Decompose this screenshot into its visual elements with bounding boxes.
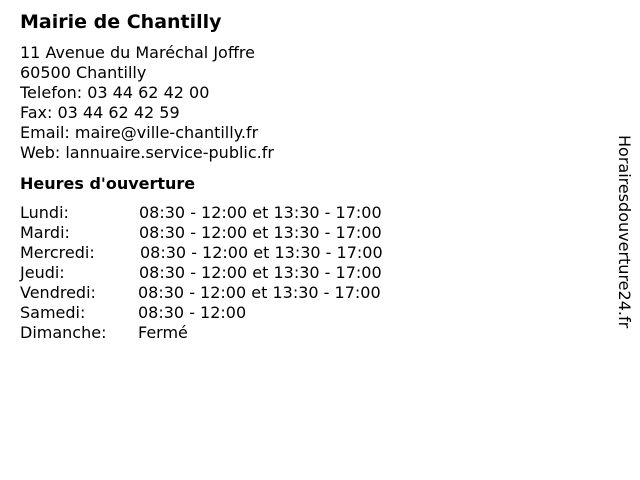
day-label: Vendredi: <box>20 283 96 302</box>
address-city: 60500 Chantilly <box>20 63 147 82</box>
hours-row-monday <box>20 203 580 223</box>
town-hall-card <box>20 10 580 343</box>
day-label: Dimanche: <box>20 323 107 342</box>
day-label: Jeudi: <box>20 263 65 282</box>
time-value: 08:30 - 12:00 et 13:30 - 17:00 <box>140 243 383 262</box>
time-value: 08:30 - 12:00 et 13:30 - 17:00 <box>138 283 381 302</box>
hours-row-saturday <box>20 303 580 323</box>
page-title: Mairie de Chantilly <box>20 11 222 33</box>
day-label: Mercredi: <box>20 243 95 262</box>
opening-hours-table <box>20 203 580 343</box>
time-value: Fermé <box>138 323 188 342</box>
time-value: 08:30 - 12:00 <box>138 303 247 322</box>
phone-line: Telefon: 03 44 62 42 00 <box>20 83 210 102</box>
fax-line: Fax: 03 44 62 42 59 <box>20 103 180 122</box>
opening-hours-heading: Heures d'ouverture <box>20 174 196 193</box>
hours-row-friday <box>20 283 580 303</box>
hours-row-thursday <box>20 263 580 283</box>
hours-row-wednesday <box>20 243 580 263</box>
time-value: 08:30 - 12:00 et 13:30 - 17:00 <box>139 203 382 222</box>
time-value: 08:30 - 12:00 et 13:30 - 17:00 <box>139 223 382 242</box>
day-label: Mardi: <box>20 223 70 242</box>
address-street: 11 Avenue du Maréchal Joffre <box>20 43 255 62</box>
brand-watermark-text: Horairesdouverture24.fr <box>615 135 634 329</box>
hours-row-sunday <box>20 323 580 343</box>
hours-row-tuesday <box>20 223 580 243</box>
website-line: Web: lannuaire.service-public.fr <box>20 143 274 162</box>
contact-block <box>20 43 580 163</box>
email-line: Email: maire@ville-chantilly.fr <box>20 123 259 142</box>
day-label: Samedi: <box>20 303 86 322</box>
time-value: 08:30 - 12:00 et 13:30 - 17:00 <box>139 263 382 282</box>
day-label: Lundi: <box>20 203 69 222</box>
